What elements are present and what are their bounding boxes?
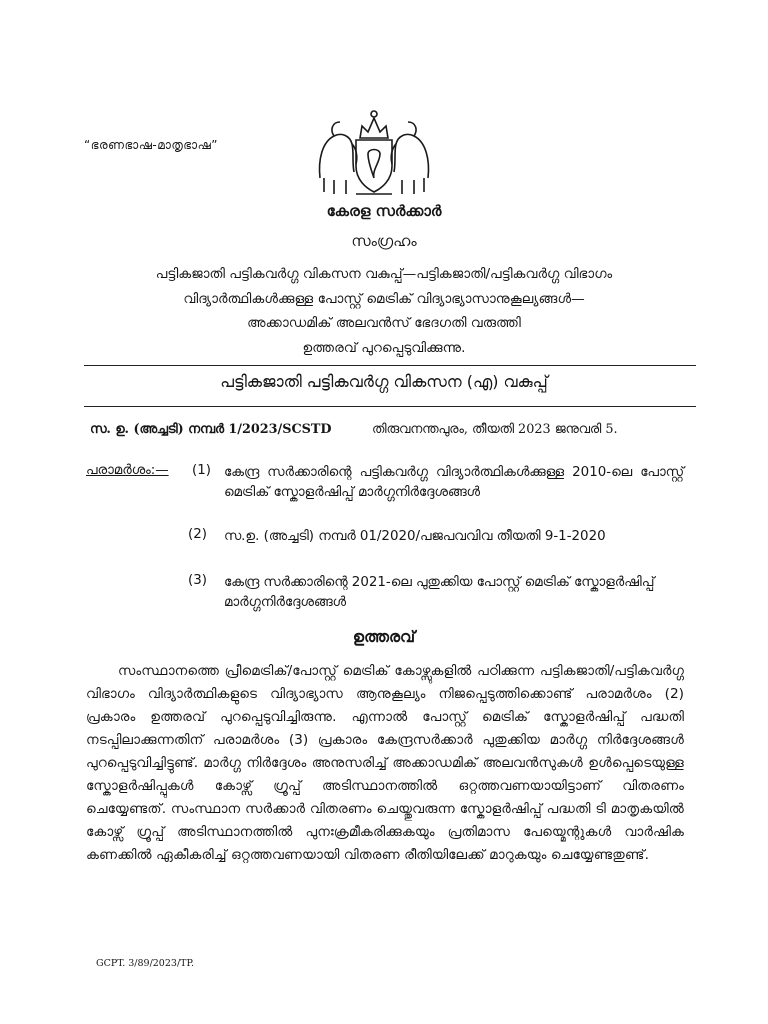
order-number: സ. ഉ. (അച്ചടി) നമ്പർ 1/2023/SCSTD <box>90 422 332 437</box>
abstract-label: സംഗ്രഹം <box>351 232 417 250</box>
references-label: പരാമർശം:— <box>86 463 169 478</box>
subject-line: അക്കാഡമിക് അലവൻസ് ഭേദഗതി വരുത്തി <box>247 315 521 331</box>
reference-text: സ.ഉ. (അച്ചടി) നമ്പർ 01/2020/പജപവവിവ തീയതി 9-1-2020 <box>224 529 606 544</box>
press-footer: GCPT. 3/89/2023/TP. <box>96 958 194 969</box>
subject-block <box>0 262 768 360</box>
kerala-emblem-icon <box>312 100 436 200</box>
divider-top <box>84 365 696 366</box>
reference-text: കേന്ദ്ര സർക്കാരിന്റെ പട്ടികവർഗ്ഗ വിദ്യാർത്ഥികൾക്കുള്ള 2010-ലെ പോസ്റ്റ് മെട്രിക് സ്കോളർഷിപ്പ് മാർഗ്ഗനിർദ്ദേശങ്ങൾ <box>224 465 684 500</box>
department-title: പട്ടികജാതി പട്ടികവർഗ്ഗ വികസന (എ) വകുപ്പ് <box>220 372 548 391</box>
divider-bottom <box>84 406 696 407</box>
subject-line: വിദ്യാർത്ഥികൾക്കുള്ള പോസ്റ്റ് മെട്രിക് വിദ്യാഭ്യാസാനുകൂല്യങ്ങൾ— <box>183 290 585 307</box>
subject-line: ഉത്തരവ് പുറപ്പെടുവിക്കുന്നു. <box>302 339 466 356</box>
reference-number: (2) <box>188 527 207 542</box>
reference-number: (3) <box>188 573 207 588</box>
order-body-paragraph: സംസ്ഥാനത്തെ പ്രീമെട്രിക്/പോസ്റ്റ് മെട്രിക് കോഴ്സുകളിൽ പഠിക്കുന്ന പട്ടികജാതി/പട്ടികവർഗ്ഗ വിഭാഗം വിദ്യാർത്ഥികളുടെ വിദ്യാഭ്യാസ ആനുകൂല്യം നിജപ്പെടുത്തിക്കൊണ്ട് പരാമർശം (2) പ്രകാരം ഉത്തരവ് പുറപ്പെടുവിച്ചിരുന്നു. എന്നാൽ പോസ്റ്റ് മെട്രിക് സ്കോളർഷിപ്പ് പദ്ധതി നടപ്പിലാക്കുന്നതിന് പരാമർശം (3) പ്രകാരം കേന്ദ്രസർക്കാർ പുതുക്കിയ മാർഗ്ഗ നിർദ്ദേശങ്ങൾ പുറപ്പെടുവിച്ചിട്ടുണ്ട്. മാർഗ്ഗ നിർദ്ദേശം അനുസരിച്ച് അക്കാഡമിക് അലവൻസുകൾ ഉൾപ്പെടെയുള്ള സ്കോളർഷിപ്പുകൾ കോഴ്സ് ഗ്രൂപ്പ് അടിസ്ഥാനത്തിൽ ഒറ്റത്തവണയായിട്ടാണ് വിതരണം ചെയ്യേണ്ടത്. സംസ്ഥാന സർക്കാർ വിതരണം ചെയ്തുവരുന്ന സ്കോളർഷിപ്പ് പദ്ധതി ടി മാതൃകയിൽ കോഴ്സ് ഗ്രൂപ്പ് അടിസ്ഥാനത്തിൽ പുനഃക്രമീകരിക്കുകയും പ്രതിമാസ പേയ്മെന്റുകൾ വാർഷിക കണക്കിൽ ഏകീകരിച്ച് ഒറ്റത്തവണയായി വിതരണ രീതിയിലേക്ക് മാറുകയും ചെയ്യേണ്ടതുണ്ട്. <box>86 663 684 863</box>
subject-line: പട്ടികജാതി പട്ടികവർഗ്ഗ വികസന വകുപ്പ്—പട്ടികജാതി/പട്ടികവർഗ്ഗ വിഭാഗം <box>155 266 613 282</box>
reference-number: (1) <box>192 463 211 478</box>
motto-text: “ഭരണഭാഷ-മാതൃഭാഷ” <box>84 138 218 152</box>
order-date: തിരുവനന്തപുരം, തീയതി 2023 ജനുവരി 5. <box>372 422 618 437</box>
reference-text: കേന്ദ്ര സർക്കാരിന്റെ 2021-ലെ പുതുക്കിയ പോസ്റ്റ് മെട്രിക് സ്കോളർഷിപ്പ് മാർഗ്ഗനിർദ്ദേശങ്ങൾ <box>224 575 655 610</box>
order-heading: ഉത്തരവ് <box>352 628 416 646</box>
government-name: കേരള സർക്കാർ <box>326 202 442 220</box>
